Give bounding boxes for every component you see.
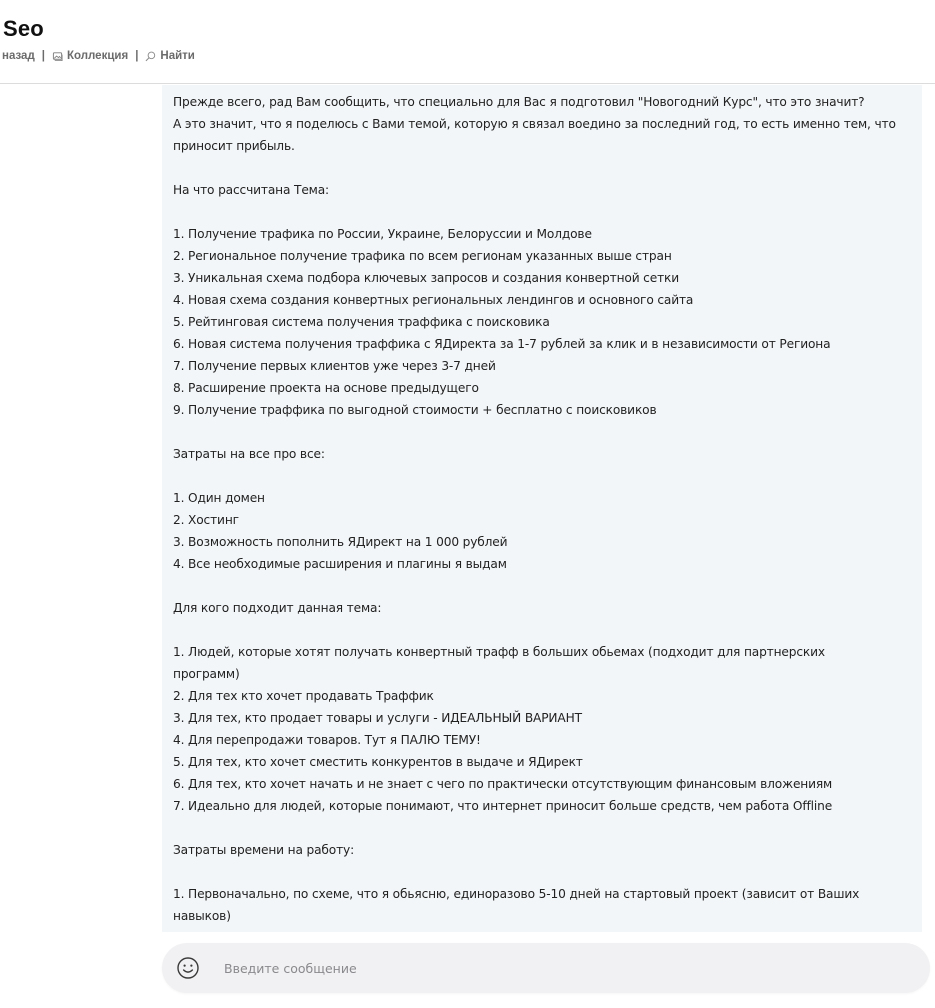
message-text bbox=[173, 91, 908, 932]
back-link-label: назад bbox=[2, 50, 35, 62]
message-line: приносит прибыль. bbox=[173, 139, 295, 153]
message-line: 3. Возможность пополнить ЯДирект на 1 000 рублей bbox=[173, 535, 508, 549]
message-line: 1. Получение трафика по России, Украине, Белоруссии и Молдове bbox=[173, 227, 592, 241]
blank-line bbox=[173, 201, 908, 223]
smiley-icon[interactable] bbox=[176, 956, 200, 980]
message-line: 1. Людей, которые хотят получать конвертный трафф в больших обьемах (подходит для партнерских bbox=[173, 645, 825, 659]
message-line: 4. Для перепродажи товаров. Тут я ПАЛЮ ТЕМУ! bbox=[173, 733, 481, 747]
message-line: Прежде всего, рад Вам сообщить, что специально для Вас я подготовил "Новогодний Курс", что это значит? bbox=[173, 95, 865, 109]
image-gallery-icon bbox=[52, 51, 63, 62]
clipped-line bbox=[173, 927, 908, 932]
header-nav bbox=[2, 48, 195, 64]
message-line: 1. Один домен bbox=[173, 491, 265, 505]
message-line: программ) bbox=[173, 667, 240, 681]
blank-line bbox=[173, 157, 908, 179]
nav-separator: | bbox=[41, 50, 45, 62]
blank-line bbox=[173, 465, 908, 487]
message-line: 7. Идеально для людей, которые понимают, что интернет приносит больше средств, чем работа Offline bbox=[173, 799, 833, 813]
header-divider bbox=[0, 83, 935, 84]
message-line: 5. Для тех, кто хочет сместить конкурентов в выдаче и ЯДирект bbox=[173, 755, 583, 769]
blank-line bbox=[173, 619, 908, 641]
message-input[interactable] bbox=[220, 953, 908, 983]
message-line: 6. Для тех, кто хочет начать и не знает с чего по практически отсутствующим финансовым вложениям bbox=[173, 777, 833, 791]
message-line: 1. Первоначально, по схеме, что я обьясню, единоразово 5-10 дней на стартовый проект (зависит от Ваших bbox=[173, 887, 860, 901]
blank-line bbox=[173, 817, 908, 839]
find-link[interactable] bbox=[145, 48, 194, 64]
message-line: 8. Расширение проекта на основе предыдущего bbox=[173, 381, 479, 395]
back-link[interactable] bbox=[2, 48, 35, 64]
message-line: навыков) bbox=[173, 909, 231, 923]
blank-line bbox=[173, 575, 908, 597]
message-line: 3. Для тех, кто продает товары и услуги - ИДЕАЛЬНЫЙ ВАРИАНТ bbox=[173, 711, 582, 725]
message-line: Затраты на все про все: bbox=[173, 447, 325, 461]
nav-separator: | bbox=[135, 50, 139, 62]
chat-header bbox=[0, 0, 935, 84]
collection-link[interactable] bbox=[52, 48, 128, 64]
chat-title: Seo bbox=[3, 16, 44, 41]
message-line: 7. Получение первых клиентов уже через 3-7 дней bbox=[173, 359, 496, 373]
message-line: 3. Уникальная схема подбора ключевых запросов и создания конвертной сетки bbox=[173, 271, 680, 285]
message-composer bbox=[162, 943, 930, 993]
search-icon bbox=[145, 51, 156, 62]
blank-line bbox=[173, 861, 908, 883]
message-line: А это значит, что я поделюсь с Вами темой, которую я связал воедино за последний год, то есть именно тем, что bbox=[173, 117, 896, 131]
message-line: На что рассчитана Тема: bbox=[173, 183, 330, 197]
message-line: 4. Все необходимые расширения и плагины я выдам bbox=[173, 557, 507, 571]
message-line: 4. Новая схема создания конвертных региональных лендингов и основного сайта bbox=[173, 293, 694, 307]
collection-link-label: Коллекция bbox=[66, 50, 129, 62]
message-line: 9. Получение траффика по выгодной стоимости + бесплатно с поисковиков bbox=[173, 403, 657, 417]
message-line: 2. Региональное получение трафика по всем регионам указанных выше стран bbox=[173, 249, 672, 263]
message-line: 2. Для тех кто хочет продавать Траффик bbox=[173, 689, 434, 703]
message-line: Затраты времени на работу: bbox=[173, 843, 355, 857]
message-line: Для кого подходит данная тема: bbox=[173, 601, 382, 615]
find-link-label: Найти bbox=[160, 50, 195, 62]
message-line: 2. Хостинг bbox=[173, 513, 239, 527]
blank-line bbox=[173, 421, 908, 443]
message-line: 6. Новая система получения траффика с ЯДиректа за 1-7 рублей за клик и в независимости от Региона bbox=[173, 337, 831, 351]
message-line: 5. Рейтинговая система получения траффика с поисковика bbox=[173, 315, 550, 329]
message-bubble bbox=[162, 85, 922, 932]
